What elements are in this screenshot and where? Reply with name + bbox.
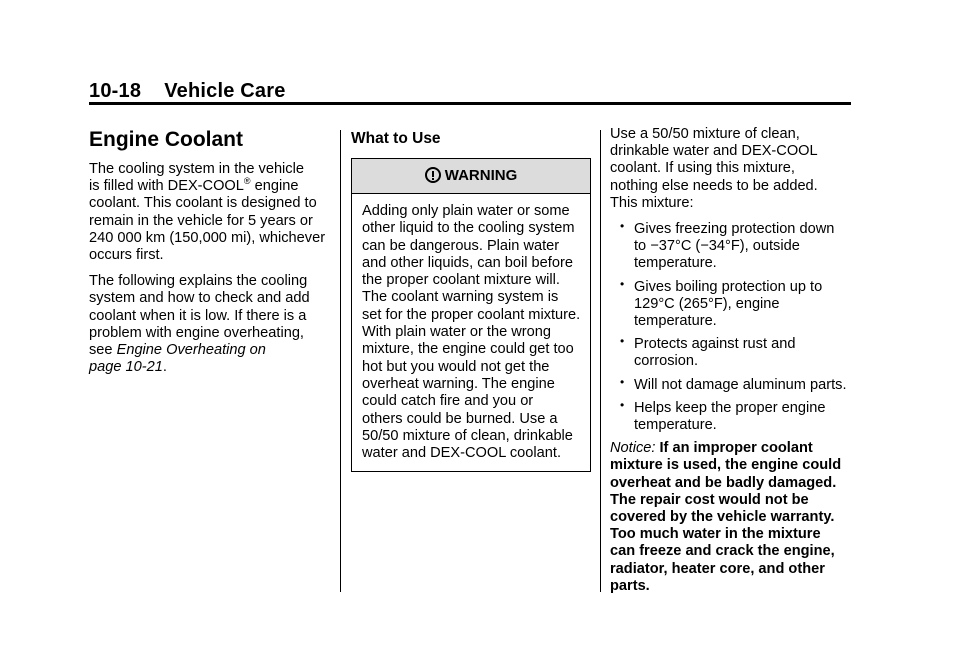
list-item: • Helps keep the proper engine temperature. <box>610 400 856 434</box>
paragraph-mixture-intro: Use a 50/50 mixture of clean, drinkable water and DEX-COOL coolant. If using this mixture, nothing else needs to be added. This mixture: <box>610 126 818 211</box>
list-item: • Will not damage aluminum parts. <box>610 377 856 394</box>
cross-reference-page[interactable]: page 10-21 <box>89 359 163 376</box>
column-divider-2 <box>600 130 601 592</box>
warning-icon <box>425 167 441 183</box>
paragraph-coolant-intro: The cooling system in the vehicle is filled with DEX-COOL® engine coolant. This coolant is designed to remain in the vehicle for 5 years or 240 000 km (150,000 mi), whichever occurs first. <box>89 161 326 264</box>
page-number: 10-18 <box>89 80 142 102</box>
notice-paragraph: Notice: If an improper coolant mixture is used, the engine could overheat and be badly damaged. The repair cost would not be covered by the vehicle warranty. Too much water in the mixture can freeze and crack the engine, radiator, heater core, and other parts. <box>610 440 842 594</box>
paragraph-coolant-explanation: The following explains the cooling system and how to check and add coolant when it is low. If there is a problem with engine overheating, see Engine Overheating on page 10-21. <box>89 273 310 376</box>
list-item: • Protects against rust and corrosion. <box>610 336 856 370</box>
warning-label: WARNING <box>444 167 518 185</box>
column-2 <box>351 126 591 472</box>
column-1 <box>89 126 333 385</box>
column-divider-1 <box>340 130 341 592</box>
mixture-benefits-list <box>610 221 856 434</box>
section-name: Vehicle Care <box>164 80 286 102</box>
header-rule <box>89 102 851 105</box>
section-title-what-to-use: What to Use <box>351 130 441 147</box>
list-item: • Gives boiling protection up to 129°C (265°F), engine temperature. <box>610 279 856 331</box>
notice-label: Notice: <box>610 440 656 457</box>
section-title-engine-coolant: Engine Coolant <box>89 128 243 151</box>
list-item: • Gives freezing protection down to −37°C (−34°F), outside temperature. <box>610 221 856 273</box>
registered-mark: ® <box>243 176 251 187</box>
warning-header <box>352 159 590 194</box>
page-header <box>89 80 286 103</box>
warning-box <box>351 158 591 472</box>
column-3 <box>610 126 856 604</box>
cross-reference-link[interactable]: Engine Overheating on <box>116 342 266 359</box>
warning-text: Adding only plain water or some other liquid to the cooling system can be dangerous. Plain water and other liquids, can boil before the proper coolant mixture will. The coolant warning system is set for the proper coolant mixture. With plain water or the wrong mixture, the engine could get too hot but you would not get the overheat warning. The engine could catch fire and you or others could be burned. Use a 50/50 mixture of clean, drinkable water and DEX-COOL coolant. <box>362 203 581 462</box>
